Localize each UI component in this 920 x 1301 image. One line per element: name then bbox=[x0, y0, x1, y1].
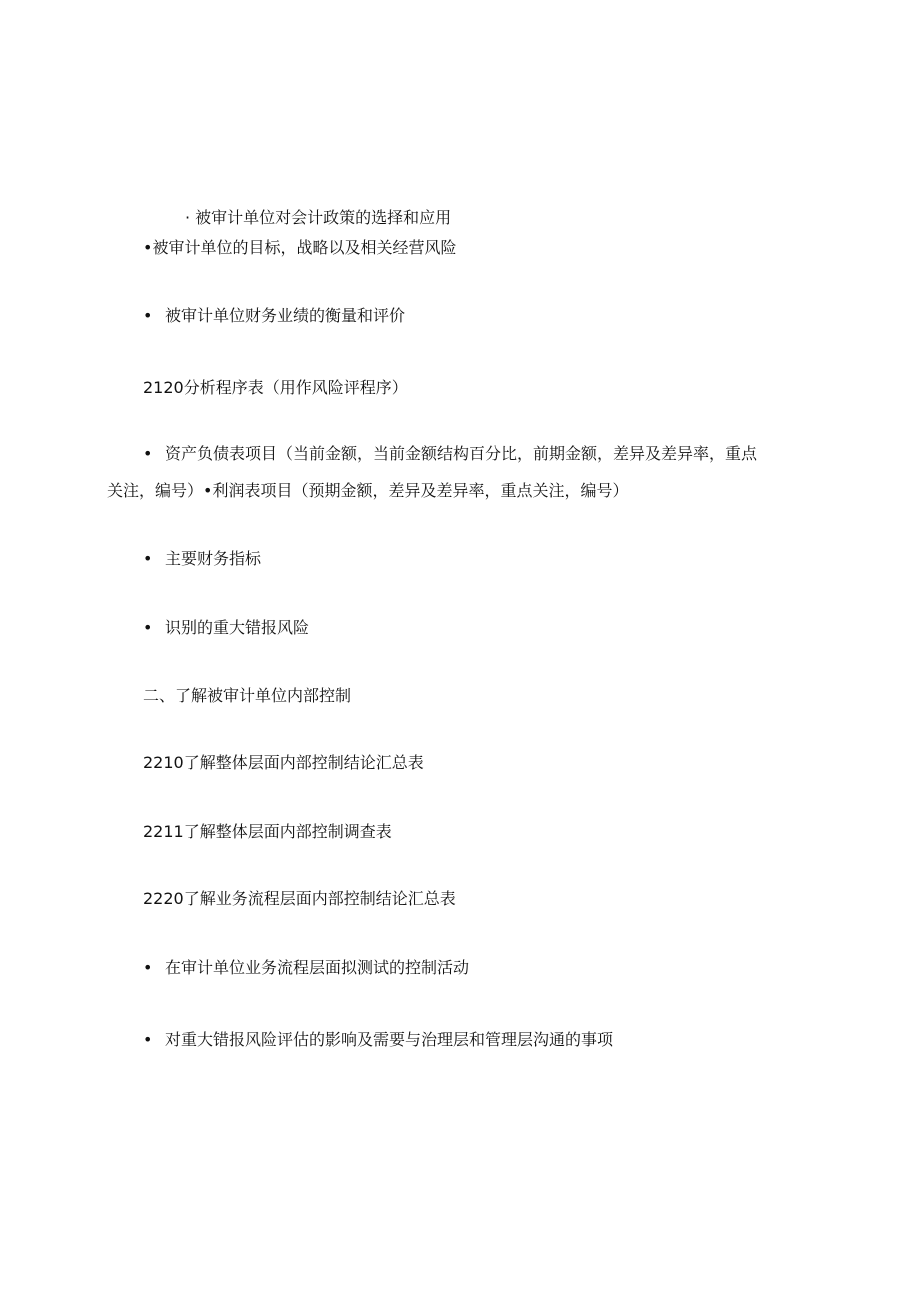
section-heading-2220: 2220了解业务流程层面内部控制结论汇总表 bbox=[143, 889, 456, 908]
section-heading-2211: 2211了解整体层面内部控制调查表 bbox=[143, 822, 392, 841]
bullet-icon: • bbox=[143, 1030, 153, 1049]
section-heading-2210: 2210了解整体层面内部控制结论汇总表 bbox=[143, 753, 424, 772]
list-item-balance-sheet bbox=[143, 443, 757, 465]
list-item-risk-assessment-impact bbox=[143, 1029, 613, 1051]
text-line-balance-sheet-continued: 关注，编号）•利润表项目（预期金额，差异及差异率，重点关注，编号） bbox=[107, 481, 629, 500]
bullet-icon: • bbox=[143, 444, 153, 463]
list-item-text: 识别的重大错报风险 bbox=[165, 618, 310, 637]
section-heading-2120: 2120分析程序表（用作风险评程序） bbox=[143, 378, 408, 397]
list-item-text: 资产负债表项目（当前金额，当前金额结构百分比，前期金额，差异及差异率，重点 bbox=[165, 444, 758, 463]
bullet-icon: • bbox=[143, 549, 153, 568]
list-item-financial-performance bbox=[143, 305, 405, 327]
list-item-text: 主要财务指标 bbox=[165, 549, 262, 568]
text-line-objectives-strategy: •被审计单位的目标，战略以及相关经营风险 bbox=[143, 238, 457, 257]
list-item-text: 被审计单位财务业绩的衡量和评价 bbox=[165, 306, 406, 325]
list-item-material-misstatement bbox=[143, 617, 309, 639]
text-line-accounting-policy: · 被审计单位对会计政策的选择和应用 bbox=[185, 208, 452, 227]
list-item-text: 在审计单位业务流程层面拟测试的控制活动 bbox=[165, 958, 470, 977]
list-item-control-activities bbox=[143, 957, 469, 979]
list-item-key-financial-indicators bbox=[143, 548, 261, 570]
bullet-icon: • bbox=[143, 958, 153, 977]
section-heading-internal-control: 二、了解被审计单位内部控制 bbox=[143, 686, 352, 705]
list-item-text: 对重大错报风险评估的影响及需要与治理层和管理层沟通的事项 bbox=[165, 1030, 614, 1049]
bullet-icon: • bbox=[143, 618, 153, 637]
bullet-icon: • bbox=[143, 306, 153, 325]
